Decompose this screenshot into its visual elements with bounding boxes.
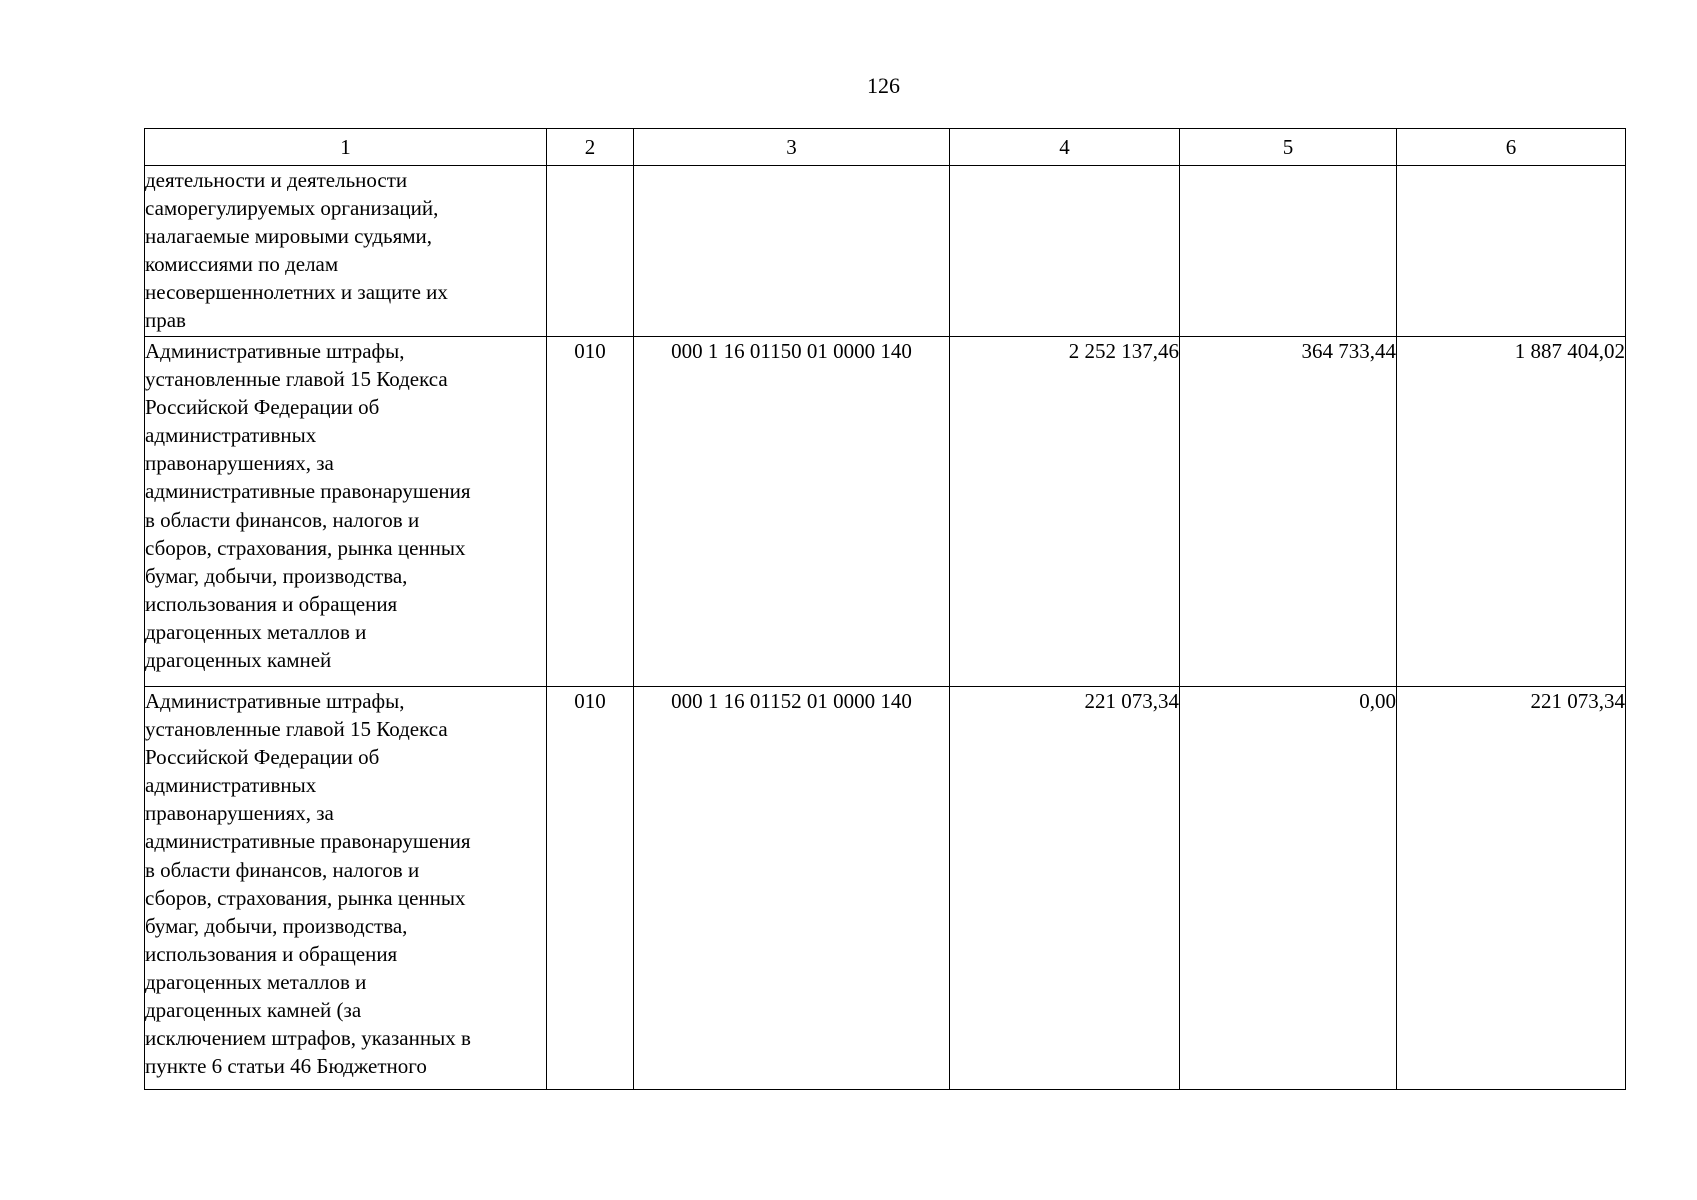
- row-description: Административные штрафы, установленные главой 15 Кодекса Российской Федерации об административных правонарушениях, за административные правонарушения в области финансов, налогов и сборов, страхования, рынка ценных бумаг, добычи, производства, использования и обращения драгоценных металлов и драгоценных камней (за исключением штрафов, указанных в пункте 6 статьи 46 Бюджетного: [145, 687, 547, 1090]
- row-executed: [1180, 166, 1397, 337]
- report-table: [144, 128, 1626, 1090]
- header-col-2: 2: [547, 129, 634, 166]
- row-description: деятельности и деятельности саморегулируемых организаций, налагаемые мировыми судьями, комиссиями по делам несовершеннолетних и защите их прав: [145, 166, 547, 337]
- row-approved: [950, 166, 1180, 337]
- header-row: [145, 129, 1626, 166]
- header-col-1: 1: [145, 129, 547, 166]
- row-remaining: 1 887 404,02: [1397, 337, 1626, 687]
- table-row: [145, 166, 1626, 337]
- row-line-code: [547, 166, 634, 337]
- table-row: [145, 687, 1626, 1090]
- row-income-code: [634, 166, 950, 337]
- row-income-code: 000 1 16 01152 01 0000 140: [634, 687, 950, 1090]
- page-number: 126: [867, 73, 900, 98]
- row-description: Административные штрафы, установленные главой 15 Кодекса Российской Федерации об административных правонарушениях, за административные правонарушения в области финансов, налогов и сборов, страхования, рынка ценных бумаг, добычи, производства, использования и обращения драгоценных металлов и драгоценных камней: [145, 337, 547, 687]
- row-executed: 364 733,44: [1180, 337, 1397, 687]
- row-approved: 2 252 137,46: [950, 337, 1180, 687]
- row-line-code: 010: [547, 337, 634, 687]
- row-line-code: 010: [547, 687, 634, 1090]
- row-approved: 221 073,34: [950, 687, 1180, 1090]
- header-col-6: 6: [1397, 129, 1626, 166]
- row-remaining: [1397, 166, 1626, 337]
- table-header: [145, 129, 1626, 166]
- row-remaining: 221 073,34: [1397, 687, 1626, 1090]
- row-executed: 0,00: [1180, 687, 1397, 1090]
- row-income-code: 000 1 16 01150 01 0000 140: [634, 337, 950, 687]
- table-body: [145, 166, 1626, 1090]
- header-col-5: 5: [1180, 129, 1397, 166]
- header-col-3: 3: [634, 129, 950, 166]
- header-col-4: 4: [950, 129, 1180, 166]
- table-row: [145, 337, 1626, 687]
